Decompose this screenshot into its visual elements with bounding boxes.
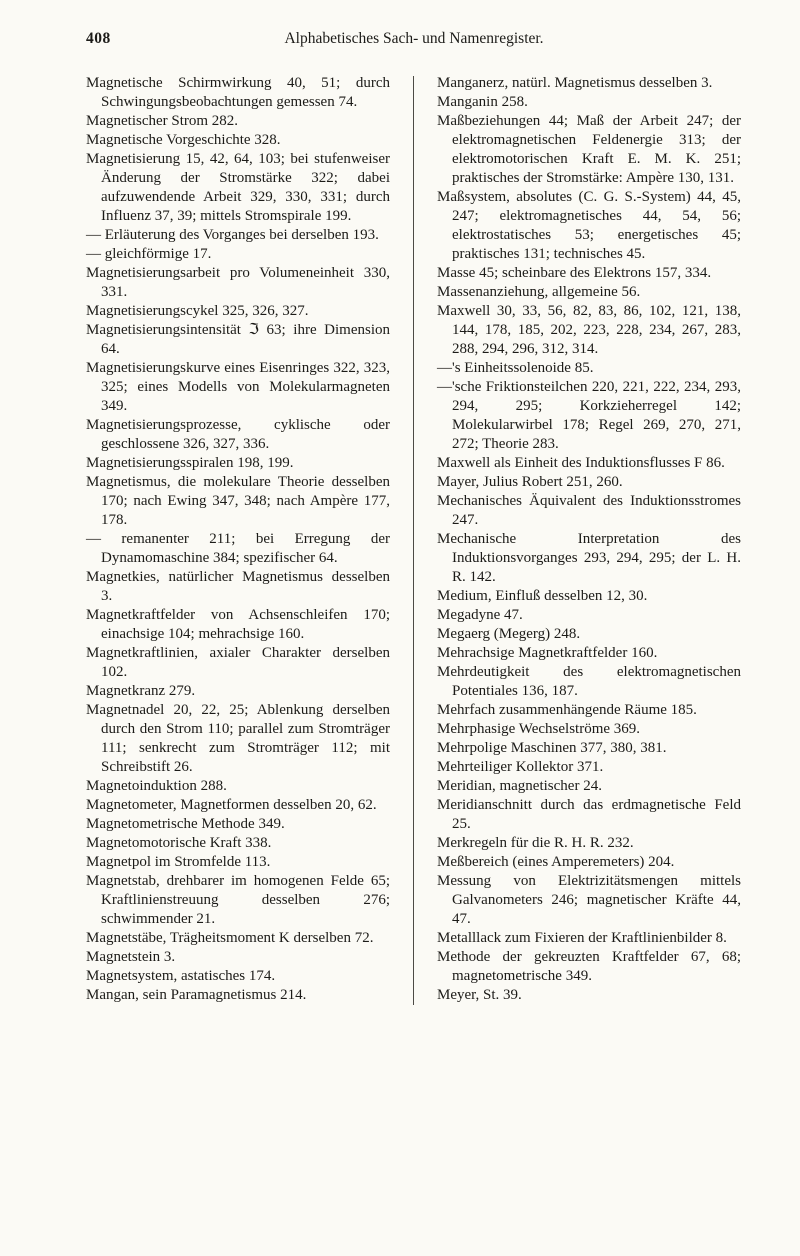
index-entry: Mangan, sein Paramagnetismus 214. <box>86 987 307 1003</box>
index-entry: Mehrachsige Magnetkraftfelder 160. <box>437 645 658 661</box>
index-entry: Masse 45; scheinbare des Elektrons 157, 334. <box>437 265 712 281</box>
index-entry: Mechanische Interpretation des Induktionsvorganges 293, 294, 295; der L. H. R. 142. <box>437 531 741 585</box>
running-title: Alphabetisches Sach- und Namenregister. <box>284 30 544 47</box>
index-entry: Maxwell 30, 33, 56, 82, 83, 86, 102, 121, 138, 144, 178, 185, 202, 223, 228, 234, 267, 283, 288, 294, 296, 312, 314. <box>437 303 741 357</box>
index-entry: Magnetkranz 279. <box>86 683 196 699</box>
index-entry: Magnetstein 3. <box>86 949 176 965</box>
index-entry: Mehrphasige Wechselströme 369. <box>437 721 641 737</box>
index-entry: Magnetische Vorgeschichte 328. <box>86 132 281 148</box>
index-column-left <box>86 74 390 1005</box>
index-entry: Meyer, St. 39. <box>437 987 522 1003</box>
page-header <box>86 30 742 54</box>
index-entry: Magnetoinduktion 288. <box>86 778 227 794</box>
index-entry: Manganin 258. <box>437 94 528 110</box>
index-entry: Mayer, Julius Robert 251, 260. <box>437 474 623 490</box>
index-entry: Magnetisierungsspiralen 198, 199. <box>86 455 294 471</box>
index-entry: Magnetometrische Methode 349. <box>86 816 285 832</box>
page-number: 408 <box>86 30 111 47</box>
index-entry: Mehrteiliger Kollektor 371. <box>437 759 604 775</box>
index-entry: Magnetisierungsprozesse, cyklische oder geschlossene 326, 327, 336. <box>86 417 390 452</box>
index-entry: Magnetometer, Magnetformen desselben 20, 62. <box>86 797 377 813</box>
index-entry: Magnetstab, drehbarer im homogenen Felde 65; Kraftlinienstreuung desselben 276; schwimmender 21. <box>86 873 390 927</box>
index-entry: Meßbereich (eines Amperemeters) 204. <box>437 854 675 870</box>
index-column-right <box>437 74 741 1005</box>
index-entry: Mehrpolige Maschinen 377, 380, 381. <box>437 740 667 756</box>
index-entry: Mehrdeutigkeit des elektromagnetischen Potentiales 136, 187. <box>437 664 741 699</box>
index-entry: — Erläuterung des Vorganges bei derselben 193. <box>86 227 379 243</box>
index-entry: Magnetomotorische Kraft 338. <box>86 835 272 851</box>
index-entry: Meridian, magnetischer 24. <box>437 778 602 794</box>
index-entry: Magnetismus, die molekulare Theorie desselben 170; nach Ewing 347, 348; nach Ampère 177, 178. <box>86 474 390 528</box>
index-entry: Methode der gekreuzten Kraftfelder 67, 68; magnetometrische 349. <box>437 949 741 984</box>
index-entry: Magnetisierungsintensität ℑ 63; ihre Dimension 64. <box>86 322 390 357</box>
index-entry: Megadyne 47. <box>437 607 523 623</box>
index-entry: Massenanziehung, allgemeine 56. <box>437 284 641 300</box>
index-entry: Metalllack zum Fixieren der Kraftlinienbilder 8. <box>437 930 727 946</box>
index-entry: Magnetkraftlinien, axialer Charakter derselben 102. <box>86 645 390 680</box>
index-entry: Magnetpol im Stromfelde 113. <box>86 854 271 870</box>
index-entry: Magnetische Schirmwirkung 40, 51; durch Schwingungsbeobachtungen gemessen 74. <box>86 75 390 110</box>
index-entry: Merkregeln für die R. H. R. 232. <box>437 835 634 851</box>
index-entry: Maxwell als Einheit des Induktionsflusses F 86. <box>437 455 725 471</box>
index-entry: Mechanisches Äquivalent des Induktionsstromes 247. <box>437 493 741 528</box>
index-entry: Magnetisierungscykel 325, 326, 327. <box>86 303 309 319</box>
index-entry: Magnetischer Strom 282. <box>86 113 239 129</box>
index-entry: Magnetstäbe, Trägheitsmoment K derselben 72. <box>86 930 374 946</box>
index-entry: — remanenter 211; bei Erregung der Dynamomaschine 384; spezifischer 64. <box>86 531 390 566</box>
index-entry: Magnetnadel 20, 22, 25; Ablenkung derselben durch den Strom 110; parallel zum Stromträger 111; senkrecht zum Stromträger 112; mit Schreibstift 26. <box>86 702 390 775</box>
index-columns <box>86 74 742 1005</box>
index-entry: Magnetkies, natürlicher Magnetismus desselben 3. <box>86 569 390 604</box>
index-entry: Mehrfach zusammenhängende Räume 185. <box>437 702 697 718</box>
index-entry: Magnetisierungskurve eines Eisenringes 322, 323, 325; eines Modells von Molekularmagneten 349. <box>86 360 390 414</box>
index-entry: Magnetsystem, astatisches 174. <box>86 968 276 984</box>
index-entry: Maßsystem, absolutes (C. G. S.-System) 44, 45, 247; elektromagnetisches 44, 54, 56; elektrostatisches 53; energetisches 45; praktisches 131; technisches 45. <box>437 189 741 262</box>
index-entry: —'sche Friktionsteilchen 220, 221, 222, 234, 293, 294, 295; Korkzieherregel 142; Molekularwirbel 178; Regel 269, 270, 271, 272; Theorie 283. <box>437 379 741 452</box>
index-entry: Maßbeziehungen 44; Maß der Arbeit 247; der elektromagnetischen Feldenergie 313; der elektromotorischen Kraft E. M. K. 251; praktisches der Stromstärke: Ampère 130, 131. <box>437 113 741 186</box>
index-entry: — gleichförmige 17. <box>86 246 212 262</box>
index-entry: Manganerz, natürl. Magnetismus desselben 3. <box>437 75 713 91</box>
index-entry: Messung von Elektrizitätsmengen mittels Galvanometers 246; magnetischer Kräfte 44, 47. <box>437 873 741 927</box>
column-divider-rule <box>413 76 414 1005</box>
index-entry: Meridianschnitt durch das erdmagnetische Feld 25. <box>437 797 741 832</box>
index-entry: Megaerg (Megerg) 248. <box>437 626 581 642</box>
index-entry: Medium, Einfluß desselben 12, 30. <box>437 588 648 604</box>
index-entry: Magnetisierung 15, 42, 64, 103; bei stufenweiser Änderung der Stromstärke 322; dabei aufzuwendende Arbeit 329, 330, 331; durch Influenz 37, 39; mittels Stromspirale 199. <box>86 151 390 224</box>
index-entry: Magnetisierungsarbeit pro Volumeneinheit 330, 331. <box>86 265 390 300</box>
index-entry: Magnetkraftfelder von Achsenschleifen 170; einachsige 104; mehrachsige 160. <box>86 607 390 642</box>
index-entry: —'s Einheitssolenoide 85. <box>437 360 594 376</box>
